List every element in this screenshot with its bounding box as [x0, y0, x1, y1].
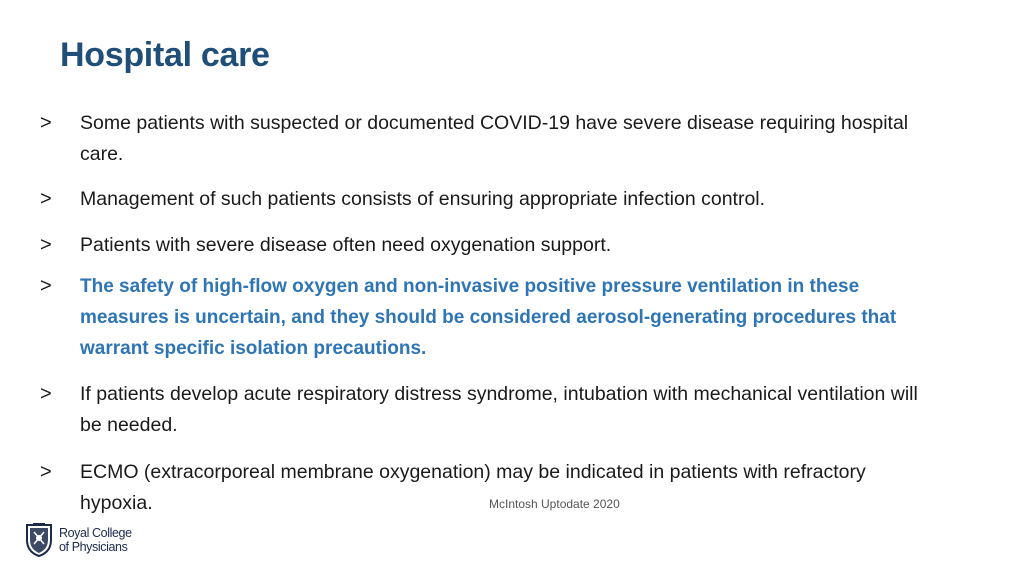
crest-icon: [24, 522, 54, 558]
bullet-text: Some patients with suspected or documented COVID-19 have severe disease requiring hospital care.: [80, 112, 909, 165]
bullet-marker: >: [40, 275, 52, 297]
rcp-logo: [24, 522, 132, 558]
bullet-item: [40, 230, 940, 261]
bullet-item: [40, 184, 940, 215]
slide-title: Hospital care: [60, 36, 270, 74]
logo-line-1: Royal College: [59, 526, 132, 540]
bullet-text: If patients develop acute respiratory distress syndrome, intubation with mechanical ventilation will be needed.: [80, 383, 918, 436]
bullet-text: Management of such patients consists of ensuring appropriate infection control.: [80, 188, 766, 210]
bullet-marker: >: [40, 188, 52, 210]
bullet-text: ECMO (extracorporeal membrane oxygenation) may be indicated in patients with refractory hypoxia.: [80, 461, 866, 514]
bullet-marker: >: [40, 461, 52, 483]
bullet-list: [40, 108, 940, 519]
bullet-marker: >: [40, 383, 52, 405]
bullet-item-highlighted: [40, 271, 940, 364]
bullet-item: [40, 108, 940, 170]
bullet-marker: >: [40, 234, 52, 256]
bullet-marker: >: [40, 112, 52, 134]
citation: McIntosh Uptodate 2020: [489, 497, 620, 511]
logo-line-2: of Physicians: [59, 540, 128, 554]
bullet-item: [40, 379, 940, 441]
bullet-text-highlighted: The safety of high-flow oxygen and non-invasive positive pressure ventilation in these measures is uncertain, and they should be considered aerosol-generating procedures that warrant specific isolation precautions.: [80, 276, 897, 359]
bullet-text: Patients with severe disease often need oxygenation support.: [80, 234, 612, 256]
